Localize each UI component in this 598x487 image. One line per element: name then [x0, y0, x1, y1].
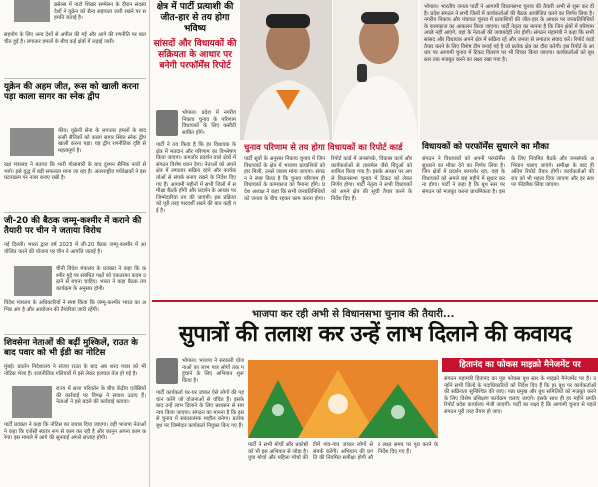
news-thumbnail: [14, 0, 50, 22]
article-body: चीनी विदेश मंत्रालय के प्रवक्ता ने कहा कि कश्मीर मुद्दे पर संबंधित पक्षों को एकतरफा कदम उठाने से बचना चाहिए। भारत ने कहा बैठक तय कार्यक्रम के अनुसार होगी।: [56, 266, 146, 292]
article-body: भोपाल। भारतीय जनता पार्टी ने आगामी विधानसभा चुनाव की तैयारी अभी से शुरू कर दी है। प्रदेश संगठन ने सभी जिलों में कार्यकर्ताओं की बैठक आयोजित करने का निर्णय लिया है। नगरीय निकाय और पंचायत चुनाव में प्रत्याशियों की जीत-हार के आधार पर जनप्रतिनिधियों के कामकाज का आकलन किया जाएगा। पार्टी नेतृत्व का मानना है कि जिन क्षेत्रों में परिणाम अच्छे नहीं आएंगे, वहां के नेताओं की जवाबदेही तय होगी। संगठन महामंत्री ने कहा कि सभी सांसद और विधायक अपने क्षेत्र में सक्रिय रहें और जनता से लगातार संवाद करें। रिपोर्ट कार्ड तैयार करने के लिए विशेष टीम बनाई गई है जो प्रत्येक क्षेत्र का दौरा करेगी। इस रिपोर्ट के आधार पर आगामी चुनाव में टिकट वितरण पर भी विचार किया जाएगा। कार्यकर्ताओं को बूथ स्तर तक मजबूत करने का लक्ष्य रखा गया है।: [424, 4, 594, 63]
article-body: पार्टी ने तय किया है कि हर विधायक के क्षेत्र में मतदान और परिणाम का विश्लेषण किया जाएगा। कमजोर प्रदर्शन वाले क्षेत्रों में संगठन विशेष ध्यान देगा। नेताओं को अपने क्षेत्र में लगातार सक्रिय रहने और कार्यकर्ताओं से संपर्क बनाए रखने के निर्देश दिए गए हैं। आगामी महीनों में सभी जिलों में समीक्षा बैठकें होंगी और प्रदर्शन के आधार पर जिम्मेदारियां तय की जाएंगी। इस प्रक्रिया को पूरी तरह पारदर्शी रखने की बात कही गई है।: [156, 142, 236, 214]
article-body: विदेश मंत्रालय के अधिकारियों ने स्पष्ट किया कि जम्मू-कश्मीर भारत का अभिन्न अंग है और आयोजन की तैयारियां जारी रहेंगी।: [4, 300, 146, 313]
story-yukren: [4, 82, 146, 102]
reporter-avatar: [156, 110, 178, 136]
left-news-column: [0, 0, 150, 487]
article-body: भोपाल। भाजपा ने सरकारी योजनाओं का लाभ पात्र लोगों तक पहुंचाने के लिए अभियान शुरू किया है।: [182, 358, 244, 384]
feature-section: [152, 300, 598, 487]
top-right-story-text: [420, 0, 598, 140]
reporter-avatar: [156, 358, 178, 384]
article-body: मुंबई। प्रवर्तन निदेशालय ने संजय राउत के बाद अब शरद पवार को भी नोटिस भेजा है। राजनीतिक गलियारों में इसे लेकर हलचल तेज हो गई है।: [4, 364, 146, 377]
news-thumbnail: [12, 386, 52, 418]
news-thumbnail: [14, 266, 52, 296]
feature-kicker: भाजपा कर रही अभी से विधानसभा चुनाव की तैयारी...: [252, 309, 455, 320]
photo-icon: [240, 0, 332, 140]
article-body: पार्टी कार्यकर्ता घर-घर जाकर ऐसे लोगों की पहचान करेंगे जो योजनाओं से वंचित हैं। इसके बाद उन्हें लाभ दिलाने के लिए प्रशासन से समन्वय किया जाएगा। संगठन का मानना है कि इससे चुनाव में सकारात्मक माहौल बनेगा। प्रत्येक बूथ पर जिम्मेदार कार्यकर्ता नियुक्त किए गए हैं।: [156, 390, 244, 429]
photo-icon: [248, 360, 438, 438]
right-mid-story: [418, 140, 598, 296]
focus-label: हितानंद का फोकस माइक्रो मैनेजमेंट पर: [442, 358, 598, 372]
article-body: सहयोग के लिए अन्य देशों से अपील की गई और आगे की रणनीति पर बातचीत हुई है। लगातार हमलों के बीच कई क्षेत्रों में लड़ाई जारी।: [4, 32, 146, 45]
article-body: कीव। यूक्रेनी सेना के लगातार हमलों के बाद रूसी सैनिकों को काला सागर स्थित स्नेक द्वीप खाली करना पड़ा। यह द्वीप रणनीतिक दृष्टि से महत्वपूर्ण है।: [58, 128, 146, 154]
photo-icon: [333, 0, 418, 140]
article-body: पार्टी ने सभी मोर्चों और प्रकोष्ठों को भी इस अभियान से जोड़ा है। युवा मोर्चा और महिला मोर्चा की टीमें गांव-गांव जाकर लोगों से संपर्क करेंगी। अभियान की प्रगति की नियमित समीक्षा होगी और लक्ष्य समय पर पूरा करने के निर्देश दिए गए हैं।: [248, 442, 438, 462]
story-headline: चुनाव परिणाम से तय होगा विधायकों का रिपोर्ट कार्ड: [244, 142, 403, 152]
article-body: संगठन ने विधायकों को अपनी परफॉर्मेंस सुधारने का मौका देने का निर्णय लिया है। जिन क्षेत्रों में प्रदर्शन कमजोर रहा, वहां के विधायकों को अगले छह महीने में सुधार करना होगा। पार्टी ने कहा है कि बूथ स्तर पर संगठन को मजबूत करना प्राथमिकता है। इसके लिए नियमित बैठकें और जनसंपर्क अभियान चलाए जाएंगे। समीक्षा के बाद ही अंतिम रिपोर्ट तैयार होगी। कार्यकर्ताओं की राय को भी महत्व दिया जाएगा और हर स्तर पर फीडबैक लिया जाएगा।: [422, 156, 594, 195]
feature-headline: सुपात्रों की तलाश कर उन्हें लाभ दिलाने की कवायद: [178, 322, 572, 347]
story-headline: यूक्रेन की अहम जीत, रूस को खाली करना पड़ा काला सागर का स्नेक द्वीप: [4, 82, 139, 102]
article-body: राज्य में सत्ता परिवर्तन के बीच केंद्रीय एजेंसियों की कार्रवाई पर विपक्ष ने सवाल उठाए हैं। नेताओं ने इसे बदले की कार्रवाई बताया।: [56, 386, 146, 406]
article-body: नई दिल्ली। भारत द्वारा वर्ष 2023 में जी-20 बैठक जम्मू-कश्मीर में आयोजित करने की योजना पर चीन ने आपत्ति जताई है।: [4, 242, 146, 255]
story-headline: जी-20 की बैठक जम्मू-कश्मीर में कराने की तैयारी पर चीन ने जताया विरोध: [4, 216, 142, 236]
middle-strip: [152, 106, 238, 296]
top-middle-story: [152, 0, 238, 106]
story-headline: क्षेत्र में पार्टी प्रत्याशी की जीत-हार से तय होगा भविष्य: [156, 2, 234, 34]
article-body: रक्षा मंत्रालय ने बताया कि भारी गोलाबारी के बाद दुश्मन सैनिक नावों से भागे। इसे युद्ध में बड़ी सफलता माना जा रहा है। अंतरराष्ट्रीय पर्यवेक्षकों ने इस घटनाक्रम पर नजर बनाए रखी है।: [4, 162, 146, 182]
article-body: भोपाल। प्रदेश में नगरीय निकाय चुनाव के परिणाम विधायकों के लिए कसौटी साबित होंगे।: [182, 110, 236, 136]
story-g20: [4, 216, 146, 236]
story-headline: शिवसेना नेताओं की बढ़ीं मुश्किलें, राउत के बाद पवार को भी ईडी का नोटिस: [4, 338, 138, 358]
bjp-flags-photo: [248, 360, 438, 438]
story-headline: विधायकों को परफॉर्मेंस सुधारने का मौका: [422, 142, 549, 152]
photo-leader-1: [240, 0, 332, 140]
article-body: संगठन महामंत्री हितानंद का पूरा फोकस बूथ स्तर के माइक्रो मैनेजमेंट पर है। उन्होंने सभी जिलों के पदाधिकारियों को निर्देश दिए हैं कि हर बूथ पर कार्यकर्ताओं की सक्रियता सुनिश्चित की जाए। पन्ना प्रमुख और बूथ समितियों को मजबूत करने के लिए विशेष प्रशिक्षण कार्यक्रम चलाए जाएंगे। इसके साथ ही हर महीने प्रगति रिपोर्ट प्रदेश कार्यालय भेजी जाएगी। पार्टी का लक्ष्य है कि आगामी चुनाव से पहले संगठन पूरी तरह तैयार हो जाए।: [444, 376, 596, 415]
article-body: ब्रसेल्स में नाटो शिखर सम्मेलन के दौरान सदस्य देशों ने यूक्रेन को सैन्य सहायता जारी रखने पर सहमति जताई है।: [54, 2, 146, 22]
mid-story: [240, 140, 416, 296]
article-body: पार्टी सूत्रों के अनुसार निकाय चुनाव में जिन विधायकों के क्षेत्र में भाजपा प्रत्याशियों को हार मिली, उनसे जवाब मांगा जाएगा। संगठन ने स्पष्ट किया है कि चुनाव परिणाम ही विधायकों के कामकाज का पैमाना होंगे। प्रदेश अध्यक्ष ने कहा कि सभी जनप्रतिनिधियों को जनता के बीच रहकर काम करना होगा। रिपोर्ट कार्ड में जनसंपर्क, विकास कार्य और कार्यकर्ताओं से तालमेल जैसे बिंदुओं को शामिल किया गया है। इसके आधार पर अगले विधानसभा चुनाव में टिकट को लेकर निर्णय होगा। पार्टी नेतृत्व ने सभी विधायकों को अपने क्षेत्र की सूची तैयार करने के निर्देश दिए हैं।: [244, 156, 412, 202]
news-thumbnail: [10, 128, 54, 156]
story-shivsena: [4, 338, 146, 358]
story-subhead: सांसदों और विधायकों की सक्रियता के आधार पर बनेगी परफॉर्मेंस रिपोर्ट: [153, 39, 237, 71]
article-body: पार्टी प्रवक्ता ने कहा कि नोटिस का जवाब दिया जाएगा। वहीं भाजपा नेताओं ने कहा कि एजेंसी स्वतंत्र रूप से काम कर रही है और कानून अपना काम करेगा। इस मामले में आगे की सुनवाई अगले सप्ताह होगी।: [4, 422, 146, 442]
photo-leader-2: [333, 0, 418, 140]
